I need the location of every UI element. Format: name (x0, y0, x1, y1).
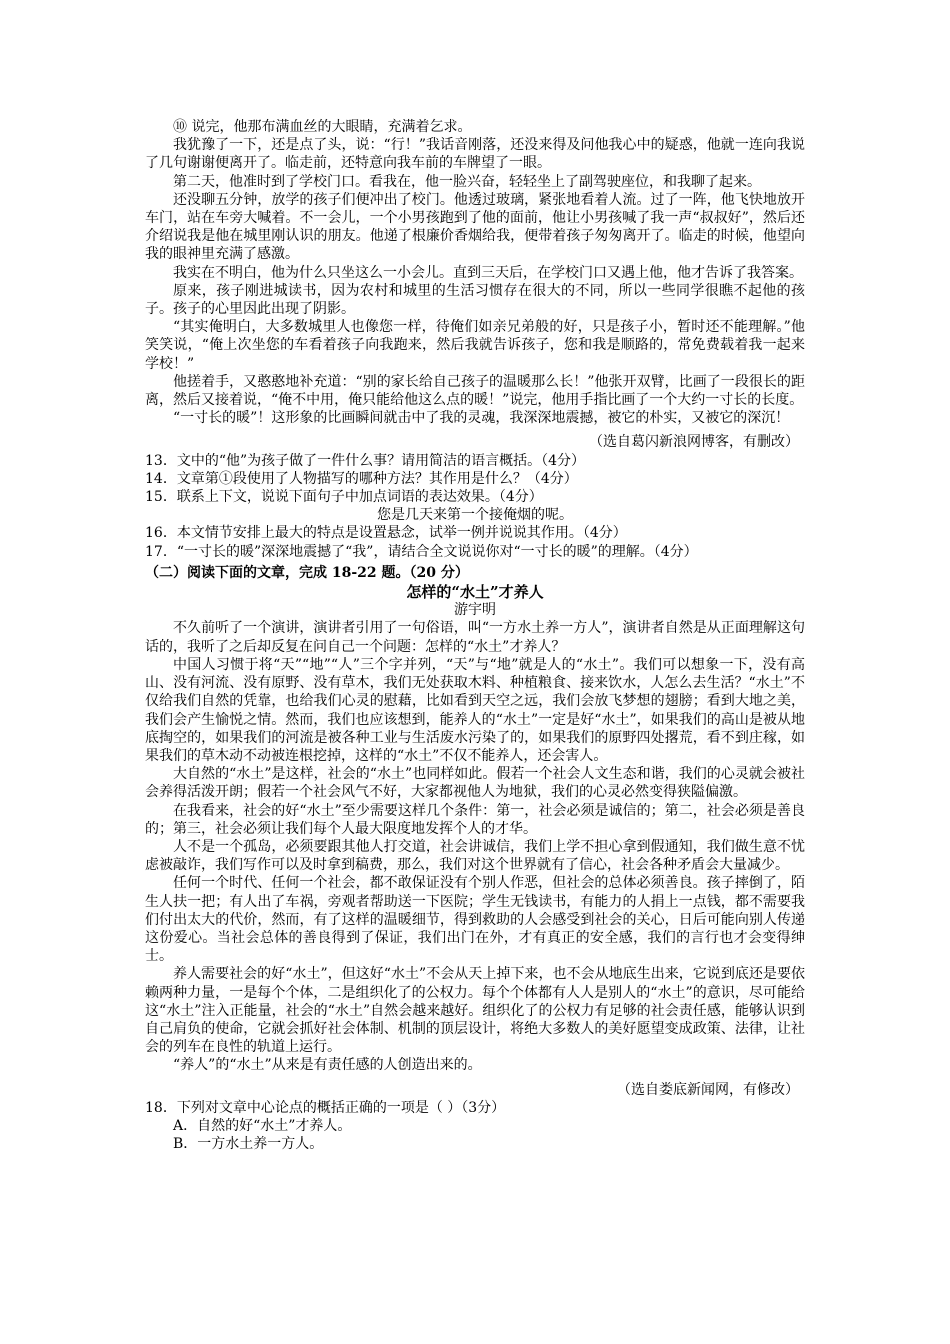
article-paragraph: 在我看来，社会的好“水土”至少需要这样几个条件：第一，社会必须是诚信的；第二，社会必须是善良的；第三，社会必须让我们每个人最大限度地发挥个人的才华。 (145, 802, 805, 837)
article-paragraph: 不久前听了一个演讲，演讲者引用了一句俗语，叫“一方水土养一方人”，演讲者自然是从正面理解这句话的，我听了之后却反复在问自己一个问题：怎样的“水土”才养人？ (145, 620, 805, 655)
passage1-paragraph: 他搓着手，又憨憨地补充道：“别的家长给自己孩子的温暖那么长！”他张开双臂，比画了一段很长的距离，然后又接着说，“俺不中用，俺只能给他这么点的暖！”说完，他用手指比画了一个大约一寸长的长度。 (145, 373, 805, 409)
article-paragraph: 养人需要社会的好“水土”，但这好“水土”不会从天上掉下来，也不会从地底生出来，它说到底还是要依赖两种力量，一是每个个体，二是组织化了的公权力。每个个体都有人人是别人的“水土”的意识，尽可能给这“水土”注入正能量，社会的“水土”自然会越来越好。组织化了的公权力有足够的社会责任感，能够认识到自己肩负的使命，它就会抓好社会体制、机制的顶层设计，将绝大多数人的美好愿望变成政策、法律，让社会的列车在良性的轨道上运行。 (145, 966, 805, 1056)
question-14: 14．文章第①段使用了人物描写的哪种方法？其作用是什么？（4分） (145, 470, 578, 487)
question-16: 16．本文情节安排上最大的特点是设置悬念，试举一例并说说其作用。（4分） (145, 525, 627, 542)
passage1-paragraph: 第二天，他准时到了学校门口。看我在，他一脸兴奋，轻轻坐上了副驾驶座位，和我聊了起来。 (173, 173, 761, 190)
question-15: 15．联系上下文，说说下面句子中加点词语的表达效果。（4分） (145, 489, 543, 506)
article-paragraph: 人不是一个孤岛，必须要跟其他人打交道，社会讲诚信，我们上学不担心拿到假通知，我们做生意不忧虑被敲诈，我们写作可以及时拿到稿费，那么，我们对这个世界就有了信心，社会各种矛盾会大量减少。 (145, 838, 805, 874)
article-source: （选自娄底新闻网，有修改） (617, 1081, 799, 1098)
question-15-sentence: 您是几天来第一个接俺烟的呢。 (377, 507, 573, 524)
question-18: 18．下列对文章中心论点的概括正确的一项是（ ）（3分） (145, 1099, 506, 1116)
passage1-paragraph: 原来，孩子刚进城读书，因为农村和城里的生活习惯存在很大的不同，所以一些同学很瞧不起他的孩子。孩子的心里因此出现了阴影。 (145, 282, 805, 318)
section-2-heading: （二）阅读下面的文章，完成 18-22 题。（20 分） (145, 564, 469, 581)
article-paragraph: 任何一个时代、任何一个社会，都不敢保证没有个别人作恶，但社会的总体必须善良。孩子摔倒了，陌生人扶一把；有人出了车祸，旁观者帮助送一下医院；学生无钱读书，有能力的人捐上一点钱，都不需要我们付出太大的代价，然而，有了这样的温暖细节，得到救助的人会感受到社会的关心，日后可能向别人传递这份爱心。当社会总体的善良得到了保证，我们出门在外，才有真正的安全感，我们的言行也才会变得绅士。 (145, 875, 805, 965)
passage1-source: （选自葛闪新浪网博客，有删改） (589, 434, 799, 451)
article-title: 怎样的“水土”才养人 (406, 583, 544, 602)
question-18-option-a: A．自然的好“水土”才养人。 (173, 1117, 352, 1134)
passage1-paragraph: “其实俺明白，大多数城里人也像您一样，待俺们如亲兄弟般的好，只是孩子小，暂时还不能理解。”他笑笑说，“俺上次坐您的车看着孩子向我跑来，然后我就告诉孩子，您和我是顺路的，常免费载着我一起来学校！” (145, 319, 805, 372)
question-13: 13．文中的“他”为孩子做了一件什么事？请用简洁的语言概括。（4分） (145, 452, 586, 469)
passage1-paragraph: “一寸长的暖”！这形象的比画瞬间就击中了我的灵魂，我深深地震撼，被它的朴实，又被它的深沉！ (173, 410, 790, 427)
article-paragraph: 大自然的“水土”是这样，社会的“水土”也同样如此。假若一个社会人文生态和谐，我们的心灵就会被社会养得活泼开朗；假若一个社会风气不好，大家都视他人为地狱，我们的心灵必然变得狭隘偏激。 (145, 766, 805, 801)
article-paragraph: 中国人习惯于将“天”“地”“人”三个字并列，“天”与“地”就是人的“水土”。我们可以想象一下，没有高山、没有河流、没有原野、没有草木，我们无处获取木料、种植粮食、接来饮水，人怎么去生活？“水土”不仅给我们自然的凭靠，也给我们心灵的慰藉，比如看到天空之远，我们会放飞梦想的翅膀；看到大地之美，我们会产生愉悦之情。然而，我们也应该想到，能养人的“水土”一定是好“水土”，如果我们的高山是被从地底掏空的，如果我们的河流是被各种工业与生活废水污染了的，如果我们的原野四处撂荒，看不到庄稼，如果我们的草木动不动被连根挖掉，这样的“水土”不仅不能养人，还会害人。 (145, 656, 805, 764)
article-author: 游宇明 (454, 602, 496, 619)
passage1-paragraph-10: ⑩ 说完，他那布满血丝的大眼睛，充满着乞求。 (173, 119, 472, 135)
passage1-paragraph: 我犹豫了一下，还是点了头，说：“行！”我话音刚落，还没来得及问他我心中的疑惑，他就一连向我说了几句谢谢便离开了。临走前，还特意向我车前的车牌望了一眼。 (145, 137, 805, 172)
question-17: 17．“一寸长的暖”深深地震撼了“我”，请结合全文说说你对“一寸长的暖”的理解。（4分） (145, 543, 698, 560)
question-18-option-b: B．一方水土养一方人。 (173, 1136, 324, 1153)
passage1-paragraph: 我实在不明白，他为什么只坐这么一小会儿。直到三天后，在学校门口又遇上他，他才告诉了我答案。 (173, 264, 803, 281)
passage1-paragraph: 还没聊五分钟，放学的孩子们便冲出了校门。他透过玻璃，紧张地看着人流。过了一阵，他飞快地放开车门，站在车旁大喊着。不一会儿，一个小男孩跑到了他的面前，他让小男孩喊了我一声“叔叔好”，然后还介绍说我是他在城里刚认识的朋友。他递了根廉价香烟给我，便带着孩子匆匆离开了。临走的时候，他望向我的眼神里充满了感激。 (145, 191, 805, 263)
exam-page (145, 118, 805, 1153)
article-paragraph: “养人”的“水土”从来是有责任感的人创造出来的。 (173, 1057, 482, 1074)
